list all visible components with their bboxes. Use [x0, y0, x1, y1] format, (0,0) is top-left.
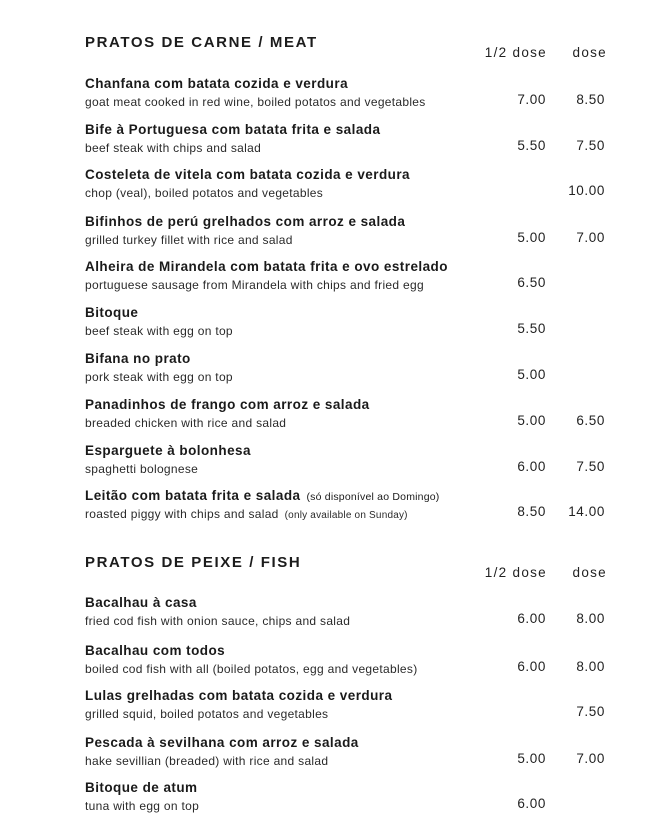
item-description: breaded chicken with rice and salad — [85, 416, 287, 430]
half-dose-price: 6.50 — [517, 275, 546, 290]
item-name: Esparguete à bolonhesa — [85, 443, 251, 458]
fish-section-title: PRATOS DE PEIXE / FISH — [85, 554, 302, 571]
item-description: grilled squid, boiled potatos and vegetables — [85, 707, 329, 721]
item-name: Alheira de Mirandela com batata frita e ovo estrelado — [85, 259, 448, 274]
half-dose-price: 5.50 — [517, 138, 546, 153]
half-dose-price: 5.50 — [517, 321, 546, 336]
item-description: chop (veal), boiled potatos and vegetables — [85, 186, 324, 200]
item-description: pork steak with egg on top — [85, 370, 233, 384]
dose-price: 10.00 — [568, 183, 605, 198]
meat-dose-header: dose — [572, 45, 607, 60]
item-name: Pescada à sevilhana com arroz e salada — [85, 735, 359, 750]
menu-item — [0, 688, 645, 728]
fish-dose-header: dose — [572, 565, 607, 580]
dose-price: 7.00 — [576, 230, 605, 245]
dose-price: 8.00 — [576, 659, 605, 674]
dose-price: 8.00 — [576, 611, 605, 626]
half-dose-price: 6.00 — [517, 459, 546, 474]
dose-price: 7.50 — [576, 138, 605, 153]
item-name: Costeleta de vitela com batata cozida e verdura — [85, 167, 411, 182]
menu-item — [0, 443, 645, 483]
menu-item — [0, 259, 645, 299]
dose-price: 14.00 — [568, 504, 605, 519]
item-description: hake sevillian (breaded) with rice and salad — [85, 754, 329, 768]
menu-item — [0, 595, 645, 635]
dose-price: 7.00 — [576, 751, 605, 766]
menu-item — [0, 76, 645, 116]
item-name: Bitoque — [85, 305, 139, 320]
menu-item — [0, 122, 645, 162]
half-dose-price: 5.00 — [517, 413, 546, 428]
item-description: spaghetti bolognese — [85, 462, 199, 476]
item-name: Bacalhau com todos — [85, 643, 226, 658]
item-description: tuna with egg on top — [85, 799, 200, 813]
item-description: beef steak with egg on top — [85, 324, 233, 338]
menu-item — [0, 397, 645, 437]
half-dose-price: 5.00 — [517, 367, 546, 382]
menu-item — [0, 351, 645, 391]
item-description: grilled turkey fillet with rice and salad — [85, 233, 293, 247]
half-dose-price: 5.00 — [517, 230, 546, 245]
item-description: beef steak with chips and salad — [85, 141, 262, 155]
item-name: Bifana no prato — [85, 351, 191, 366]
menu-item — [0, 305, 645, 345]
item-description: boiled cod fish with all (boiled potatos, egg and vegetables) — [85, 662, 418, 676]
item-name: Bacalhau à casa — [85, 595, 197, 610]
dose-price: 7.50 — [576, 459, 605, 474]
menu-item — [0, 167, 645, 207]
menu-item — [0, 214, 645, 254]
half-dose-price: 5.00 — [517, 751, 546, 766]
item-name: Chanfana com batata cozida e verdura — [85, 76, 349, 91]
dose-price: 6.50 — [576, 413, 605, 428]
item-description — [85, 507, 408, 521]
item-description: fried cod fish with onion sauce, chips and salad — [85, 614, 351, 628]
availability-note-en: (only available on Sunday) — [284, 510, 408, 521]
item-name: Bitoque de atum — [85, 780, 198, 795]
item-name: Bife à Portuguesa com batata frita e salada — [85, 122, 381, 137]
dose-price: 8.50 — [576, 92, 605, 107]
item-description-text: roasted piggy with chips and salad — [85, 507, 279, 521]
dose-price: 7.50 — [576, 704, 605, 719]
half-dose-price: 6.00 — [517, 796, 546, 811]
menu-item — [0, 780, 645, 820]
half-dose-price: 6.00 — [517, 659, 546, 674]
item-description: portuguese sausage from Mirandela with chips and fried egg — [85, 278, 424, 292]
half-dose-price: 6.00 — [517, 611, 546, 626]
item-name: Panadinhos de frango com arroz e salada — [85, 397, 370, 412]
menu-item — [0, 488, 645, 528]
item-name: Bifinhos de perú grelhados com arroz e salada — [85, 214, 406, 229]
menu-item — [0, 735, 645, 775]
item-name: Lulas grelhadas com batata cozida e verdura — [85, 688, 393, 703]
item-description: goat meat cooked in red wine, boiled potatos and vegetables — [85, 95, 426, 109]
meat-half-dose-header: 1/2 dose — [484, 45, 547, 60]
menu-item — [0, 643, 645, 683]
half-dose-price: 7.00 — [517, 92, 546, 107]
half-dose-price: 8.50 — [517, 504, 546, 519]
meat-section-title: PRATOS DE CARNE / MEAT — [85, 34, 318, 51]
item-name — [85, 488, 440, 503]
availability-note: (só disponível ao Domingo) — [306, 491, 440, 503]
fish-half-dose-header: 1/2 dose — [484, 565, 547, 580]
item-name-text: Leitão com batata frita e salada — [85, 488, 301, 503]
